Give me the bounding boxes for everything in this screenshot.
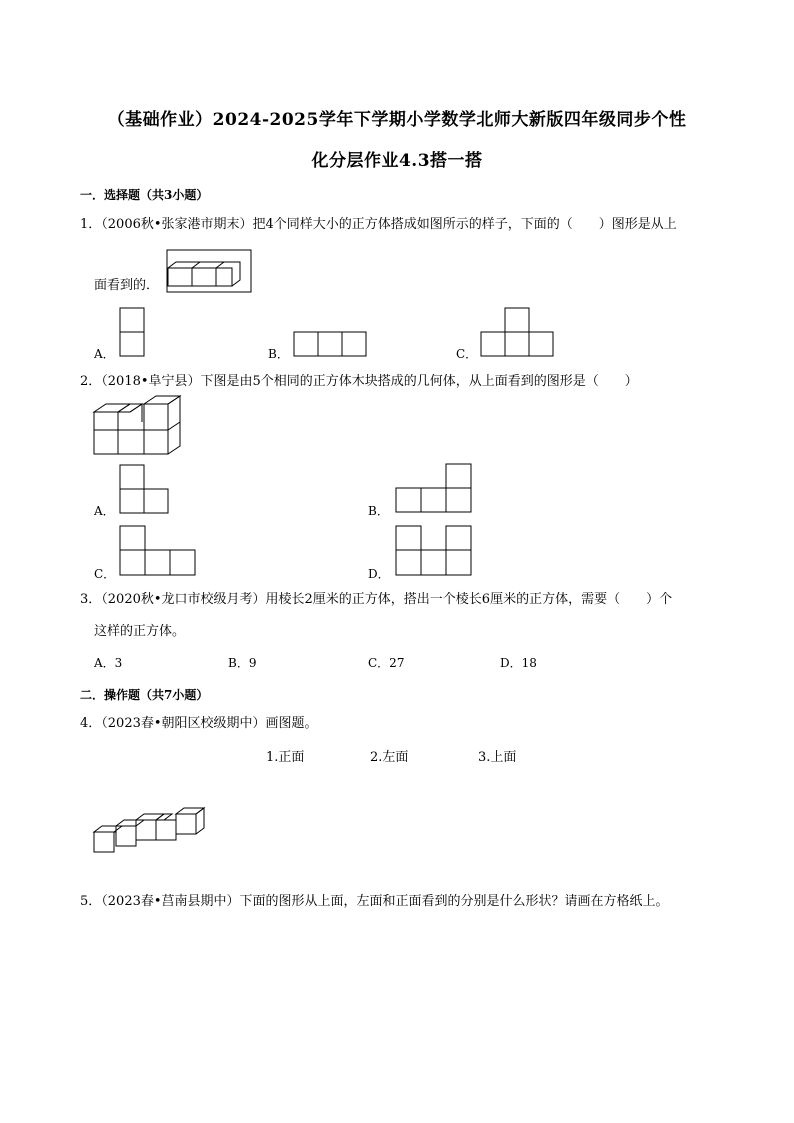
q3-option-b[interactable]: B．9 [228, 656, 257, 670]
q4-cubes-figure [94, 806, 212, 856]
q2-cubes-figure [94, 394, 186, 458]
q3-option-a[interactable]: A．3 [94, 656, 123, 670]
doc-title-line2: 化分层作业4.3搭一搭 [311, 151, 483, 171]
q4-label-front: 1.正面 [266, 750, 305, 765]
q4-label-left: 2.左面 [370, 750, 409, 765]
q1-option-a-figure [120, 308, 150, 360]
q2-option-d[interactable]: D． [368, 567, 390, 581]
question-3-line2: 这样的正方体。 [94, 624, 186, 639]
doc-title-line1: （基础作业）2024-2025学年下学期小学数学北师大新版四年级同步个性 [107, 110, 687, 130]
section-heading-choice: 一．选择题（共3小题） [80, 188, 209, 202]
question-5-text: 5．（2023春•莒南县期中）下面的图形从上面，左面和正面看到的分别是什么形状？请画在方格纸上。 [80, 894, 669, 909]
question-1-line1: 1．（2006秋•张家港市期末）把4个同样大小的正方体搭成如图所示的样子，下面的（ ）图形是从上 [80, 217, 677, 232]
q2-option-d-figure [396, 526, 476, 580]
q2-option-a-figure [120, 465, 172, 517]
q1-cubes-figure [160, 246, 260, 296]
question-4-text: 4．（2023春•朝阳区校级期中）画图题。 [80, 716, 318, 731]
q2-option-c-figure [120, 526, 200, 580]
q2-option-a[interactable]: A． [94, 504, 115, 518]
q3-option-d[interactable]: D．18 [500, 656, 537, 670]
q1-option-c[interactable]: C． [456, 347, 478, 361]
q2-option-b-figure [396, 464, 476, 516]
q1-option-a[interactable]: A． [94, 347, 115, 361]
q1-option-b-figure [294, 332, 370, 360]
q1-option-c-figure [481, 308, 557, 360]
question-1-line2: 面看到的． [94, 278, 160, 293]
q1-option-b[interactable]: B． [268, 347, 289, 361]
q4-label-top: 3.上面 [478, 750, 517, 765]
q2-option-c[interactable]: C． [94, 567, 116, 581]
section-heading-operation: 二．操作题（共7小题） [80, 688, 209, 702]
q2-option-b[interactable]: B． [368, 504, 389, 518]
question-3-line1: 3．（2020秋•龙口市校级月考）用棱长2厘米的正方体，搭出一个棱长6厘米的正方体，需要（ ）个 [80, 592, 673, 607]
q3-option-c[interactable]: C．27 [368, 656, 405, 670]
question-2-text: 2．（2018•阜宁县）下图是由5个相同的正方体木块搭成的几何体，从上面看到的图形是（ ） [80, 374, 638, 389]
